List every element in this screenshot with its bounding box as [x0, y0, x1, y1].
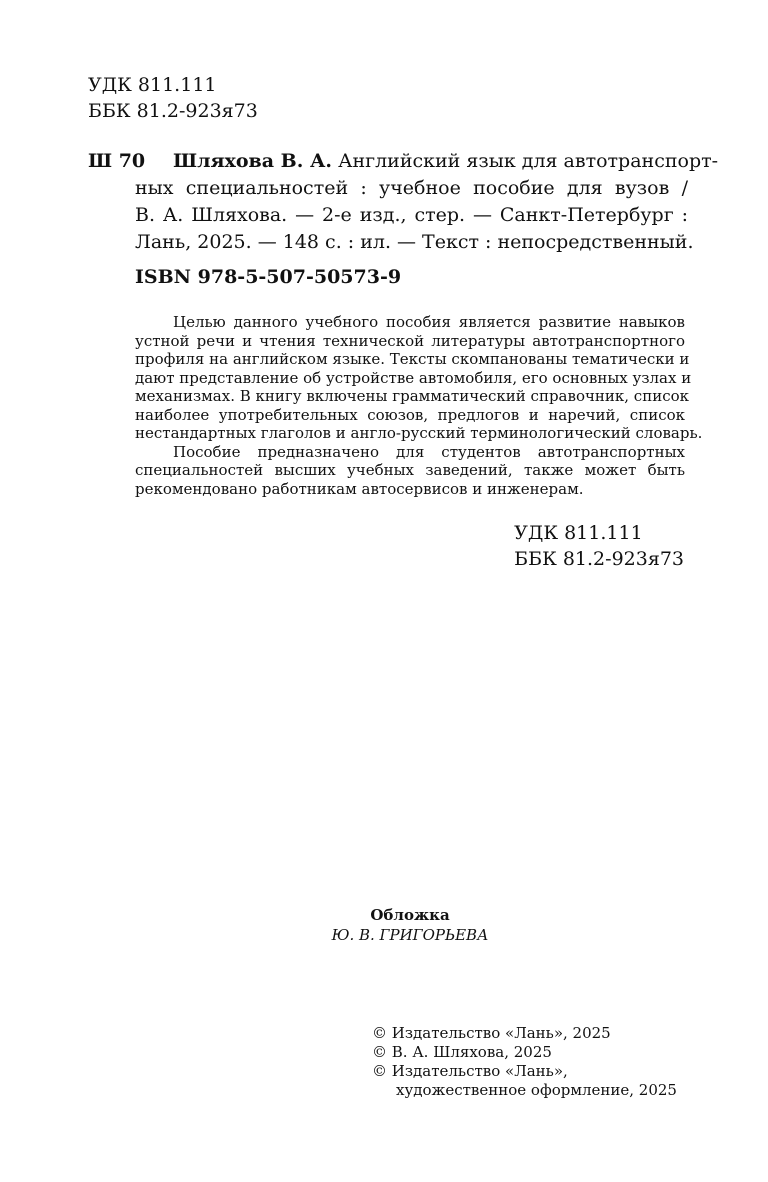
annotation-line: наиболее употребительных союзов, предлогов и наречий, список [135, 405, 685, 424]
isbn: ISBN 978-5-507-50573-9 [135, 266, 402, 288]
udk-code: УДК 811.111 [514, 522, 643, 544]
annotation-line: специальностей высших учебных заведений, также может быть [135, 461, 685, 479]
copyright-notices [372, 1024, 677, 1100]
copyright-line: © В. А. Шляхова, 2025 [372, 1043, 552, 1061]
annotation-line: дают представление об устройстве автомобиля, его основных узлах и [135, 368, 692, 387]
title-start: Английский язык для автотранспорт- [338, 150, 719, 172]
biblio-line-2: ных специальностей : учебное пособие для вузов / [135, 177, 688, 199]
cover-credit [0, 905, 768, 945]
copyright-line-continuation: художественное оформление, 2025 [396, 1081, 677, 1099]
annotation [135, 313, 703, 498]
annotation-line: устной речи и чтения технической литературы автотранспортного [135, 331, 685, 350]
annotation-line: Пособие предназначено для студентов автотранспортных [173, 442, 685, 461]
biblio-line-1 [135, 148, 719, 175]
annotation-line: рекомендовано работникам автосервисов и инженерам. [135, 479, 584, 498]
udk-code: УДК 811.111 [88, 74, 217, 96]
copyright-line: © Издательство «Лань», 2025 [372, 1024, 611, 1042]
annotation-line: механизмах. В книгу включены грамматический справочник, список [135, 387, 690, 405]
cover-label: Обложка [370, 906, 450, 924]
bottom-classification-codes [514, 520, 684, 572]
biblio-line-4: Лань, 2025. — 148 с. : ил. — Текст : непосредственный. [135, 231, 694, 253]
annotation-line: Целью данного учебного пособия является развитие навыков [173, 313, 685, 331]
author-code: Ш 70 [88, 150, 146, 172]
cover-designer: Ю. В. ГРИГОРЬЕВА [331, 926, 489, 944]
bibliographic-record [88, 148, 719, 256]
bbk-code: ББК 81.2-923я73 [514, 548, 684, 570]
annotation-line: нестандартных глаголов и англо-русский терминологический словарь. [135, 424, 703, 442]
author-name: Шляхова В. А. [173, 150, 333, 172]
biblio-line-3: В. А. Шляхова. — 2-е изд., стер. — Санкт-Петербург : [135, 204, 688, 226]
bbk-code: ББК 81.2-923я73 [88, 100, 258, 122]
copyright-line: © Издательство «Лань», [372, 1062, 568, 1080]
annotation-line: профиля на английском языке. Тексты скомпанованы тематически и [135, 350, 690, 368]
top-classification-codes [88, 72, 258, 124]
